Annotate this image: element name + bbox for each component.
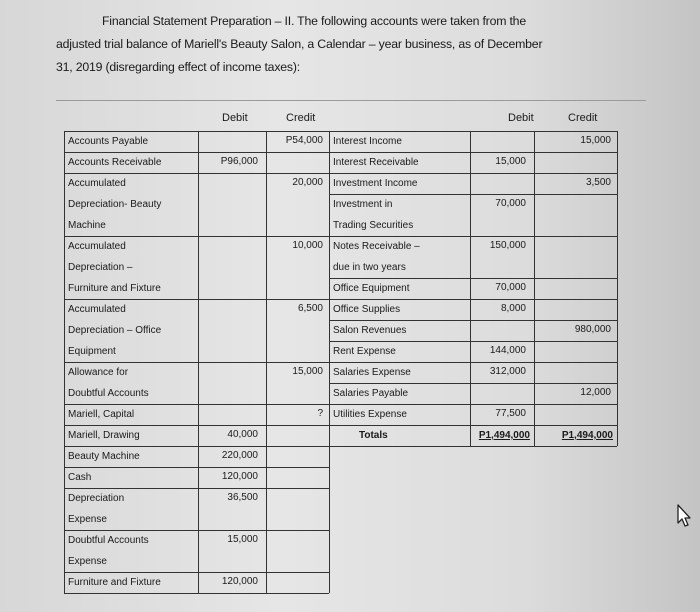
header-right-credit: Credit [568,112,598,124]
right-account-name: Salaries Expense [333,367,411,378]
left-row-border [64,467,329,468]
right-column-border [470,131,471,446]
header-left-credit: Credit [286,112,316,124]
divider [56,100,646,101]
left-account-name: Expense [68,514,107,525]
right-debit-value: 8,000 [500,303,526,314]
left-account-name: Allowance for [68,367,129,378]
left-account-name: Mariell, Capital [68,409,135,420]
right-account-name: Salon Revenues [333,325,407,336]
left-account-name: Accounts Receivable [68,157,162,168]
mouse-cursor-icon [675,503,693,529]
left-credit-value: 10,000 [292,240,323,251]
right-account-name: due in two years [333,262,406,273]
left-credit-value: ? [317,408,323,419]
totals-debit-value: P1,494,000 [478,430,530,441]
left-account-name: Depreciation- Beauty [68,199,162,210]
left-account-name: Beauty Machine [68,451,140,462]
right-account-name: Interest Receivable [333,157,419,168]
left-credit-value: P54,000 [285,135,323,146]
left-account-name: Doubtful Accounts [68,535,149,546]
left-account-name: Depreciation [68,493,125,504]
right-row-border [329,425,617,426]
left-column-border [64,131,65,593]
left-row-border [64,593,329,594]
totals-credit-value: P1,494,000 [561,430,613,441]
left-account-name: Equipment [68,346,116,357]
intro-line-2: adjusted trial balance of Mariell's Beauty Salon, a Calendar – year business, as of December [56,37,543,51]
right-debit-value: 70,000 [495,282,526,293]
right-account-name: Trading Securities [333,220,414,231]
center-column-border [329,131,330,593]
right-account-name: Investment in [333,199,393,210]
left-debit-value: 220,000 [221,450,258,461]
left-account-name: Accounts Payable [68,136,149,147]
left-credit-value: 15,000 [292,366,323,377]
right-account-name: Salaries Payable [333,388,409,399]
left-credit-value: 6,500 [297,303,323,314]
problem-statement [56,10,656,79]
right-account-name: Office Supplies [333,304,401,315]
left-account-name: Doubtful Accounts [68,388,149,399]
left-debit-value: 120,000 [221,471,258,482]
intro-line-1: Financial Statement Preparation – II. The following accounts were taken from the [102,14,526,28]
right-column-border [534,131,535,446]
left-account-name: Expense [68,556,107,567]
right-account-name: Office Equipment [333,283,410,294]
intro-line-3: 31, 2019 (disregarding effect of income taxes): [56,60,300,74]
left-account-name: Accumulated [68,241,126,252]
right-account-name: Investment Income [333,178,418,189]
left-account-name: Machine [68,220,106,231]
right-debit-value: 70,000 [495,198,526,209]
right-debit-value: 144,000 [489,345,526,356]
right-debit-value: 15,000 [495,156,526,167]
left-debit-value: 40,000 [227,429,258,440]
header-left-debit: Debit [222,112,248,124]
left-debit-value: 15,000 [227,534,258,545]
right-credit-value: 12,000 [580,387,611,398]
left-debit-value: P96,000 [220,156,258,167]
right-row-border [329,446,617,447]
right-debit-value: 150,000 [489,240,526,251]
right-column-border [617,131,618,446]
header-right-debit: Debit [508,112,534,124]
left-column-border [198,131,199,593]
left-credit-value: 20,000 [292,177,323,188]
left-account-name: Cash [68,472,92,483]
left-account-name: Furniture and Fixture [68,577,161,588]
right-credit-value: 15,000 [580,135,611,146]
left-account-name: Depreciation – [68,262,133,273]
left-debit-value: 120,000 [221,576,258,587]
right-debit-value: 312,000 [489,366,526,377]
left-account-name: Mariell, Drawing [68,430,140,441]
left-column-border [266,131,267,593]
right-account-name: Notes Receivable – [333,241,420,252]
right-debit-value: 77,500 [495,408,526,419]
left-account-name: Accumulated [68,178,126,189]
left-account-name: Furniture and Fixture [68,283,161,294]
right-account-name: Interest Income [333,136,402,147]
right-account-name: Rent Expense [333,346,396,357]
right-credit-value: 3,500 [585,177,611,188]
left-account-name: Depreciation – Office [68,325,162,336]
right-account-name: Utilities Expense [333,409,407,420]
left-account-name: Accumulated [68,304,126,315]
left-debit-value: 36,500 [227,492,258,503]
right-credit-value: 980,000 [574,324,611,335]
totals-label: Totals [359,430,388,441]
